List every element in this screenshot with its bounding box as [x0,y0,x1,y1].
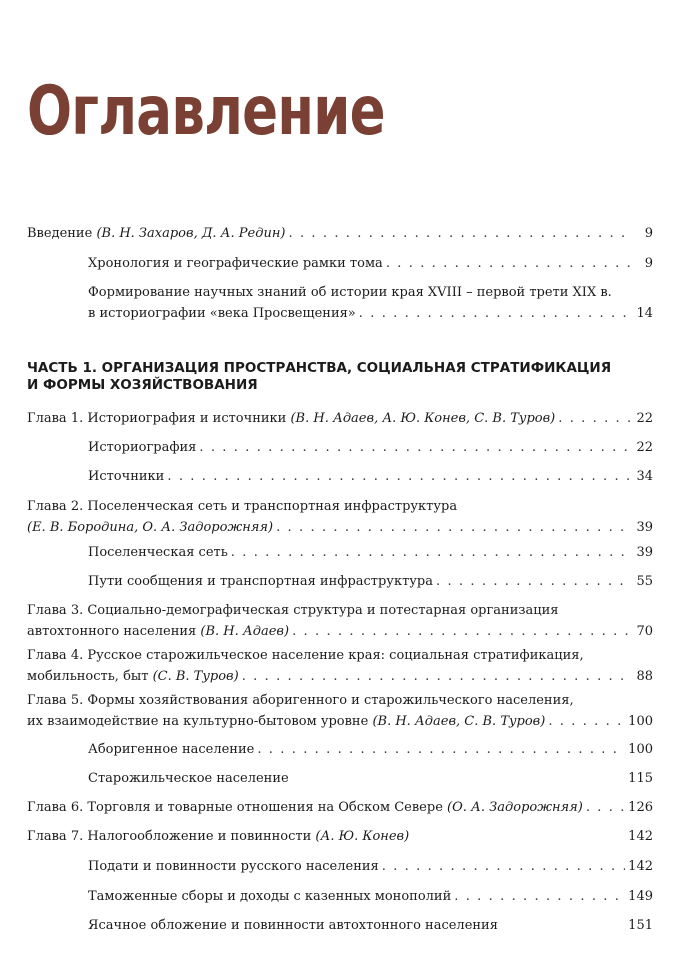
entry-label: Глава 7. Налогообложение и повинности [27,829,312,844]
page-number: 9 [644,226,653,241]
part-heading [27,360,627,394]
entry-label-line1: Глава 2. Поселенческая сеть и транспортная инфраструктура [27,499,458,514]
page-number: 142 [628,859,653,874]
dot-leader [276,517,632,538]
entry-authors: (В. Н. Захаров, Д. А. Редин) [96,226,286,241]
entry-label: Глава 1. Историография и источники [27,411,287,426]
entry-label: Поселенческая сеть [88,545,228,560]
page-number: 149 [628,889,653,904]
entry-label: Введение [27,226,93,241]
dot-leader [454,886,625,907]
toc-entry-chapter-2[interactable] [27,496,653,538]
entry-label: Глава 6. Торговля и товарные отношения на Обском Севере [27,800,443,815]
page-number: 22 [636,411,653,426]
entry-label-line1: Формирование научных знаний об истории края XVIII – первой трети XIX в. [88,285,612,300]
entry-label: Старожильческое население [88,771,289,786]
entry-label-line2: мобильность, быт [27,669,149,684]
entry-label-line2: их взаимодействие на культурно-бытовом уровне [27,714,369,729]
toc-entry-customs[interactable] [88,886,653,907]
page-number: 39 [636,545,653,560]
entry-label: Хронология и географические рамки тома [88,256,383,271]
toc-entry-enlightenment[interactable] [88,282,653,324]
toc-entry-aboriginal[interactable] [88,739,653,760]
toc-entry-chapter-6[interactable] [27,797,653,818]
page-number: 34 [636,469,653,484]
page-number: 9 [644,256,653,271]
toc-entry-transport[interactable] [88,571,653,592]
toc-entry-historiography[interactable] [88,437,653,458]
toc-entry-sources[interactable] [88,466,653,487]
toc-entry-chapter-7[interactable] [27,826,653,847]
part-heading-line2: И ФОРМЫ ХОЗЯЙСТВОВАНИЯ [27,377,258,393]
entry-authors: (В. Н. Адаев) [200,624,290,639]
entry-label: Пути сообщения и транспортная инфраструктура [88,574,433,589]
entry-authors: (В. Н. Адаев, А. Ю. Конев, С. В. Туров) [290,411,556,426]
entry-label: Подати и повинности русского населения [88,859,379,874]
page-number: 151 [628,918,653,933]
entry-label-line1: Глава 4. Русское старожильческое население края: социальная стратификация, [27,648,584,663]
dot-leader [382,856,625,877]
page-number: 100 [628,714,653,729]
dot-leader [386,253,632,274]
entry-authors: (Е. В. Бородина, О. А. Задорожняя) [27,520,274,535]
dot-leader [242,666,632,687]
entry-label: Историография [88,440,197,455]
dot-leader [199,437,632,458]
dot-leader [292,621,632,642]
page-number: 100 [628,742,653,757]
entry-label-line1: Глава 5. Формы хозяйствования аборигенного и старожильческого населения, [27,693,574,708]
toc-entry-russian-duties[interactable] [88,856,653,877]
page-number: 55 [636,574,653,589]
entry-label: Ясачное обложение и повинности автохтонного населения [88,918,498,933]
dot-leader [288,223,632,244]
dot-leader [558,408,632,429]
page-number: 115 [628,771,653,786]
dot-leader [231,542,632,563]
entry-label: Источники [88,469,165,484]
page-number: 88 [636,669,653,684]
page-number: 142 [628,829,653,844]
page-number: 39 [636,520,653,535]
entry-label: Аборигенное население [88,742,255,757]
toc-entry-chapter-5[interactable] [27,690,653,732]
toc-entry-chronology[interactable] [88,253,653,274]
toc-entry-intro[interactable] [27,223,653,244]
dot-leader [436,571,632,592]
toc-entry-chapter-1[interactable] [27,408,653,429]
page-title: Оглавление [27,72,385,151]
toc-entry-chapter-3[interactable] [27,600,653,642]
toc-entry-old-settlers[interactable] [88,768,653,789]
part-heading-line1: ЧАСТЬ 1. ОРГАНИЗАЦИЯ ПРОСТРАНСТВА, СОЦИАЛЬНАЯ СТРАТИФИКАЦИЯ [27,360,612,376]
dot-leader [167,466,632,487]
dot-leader [548,711,625,732]
page-number: 126 [628,800,653,815]
entry-authors: (А. Ю. Конев) [315,829,410,844]
entry-label-line2: автохтонного населения [27,624,197,639]
toc-entry-yasak[interactable] [88,915,653,936]
entry-label: Таможенные сборы и доходы с казенных монополий [88,889,452,904]
dot-leader [359,303,632,324]
entry-authors: (С. В. Туров) [152,669,239,684]
toc-entry-chapter-4[interactable] [27,645,653,687]
entry-label-line2: в историографии «века Просвещения» [88,306,356,321]
dot-leader [586,797,625,818]
toc-entry-settlement-network[interactable] [88,542,653,563]
dot-leader [257,739,625,760]
entry-authors: (О. А. Задорожняя) [447,800,583,815]
page-number: 14 [636,306,653,321]
page-number: 22 [636,440,653,455]
page-number: 70 [636,624,653,639]
entry-label-line1: Глава 3. Социально-демографическая структура и потестарная организация [27,603,559,618]
entry-authors: (В. Н. Адаев, С. В. Туров) [372,714,546,729]
